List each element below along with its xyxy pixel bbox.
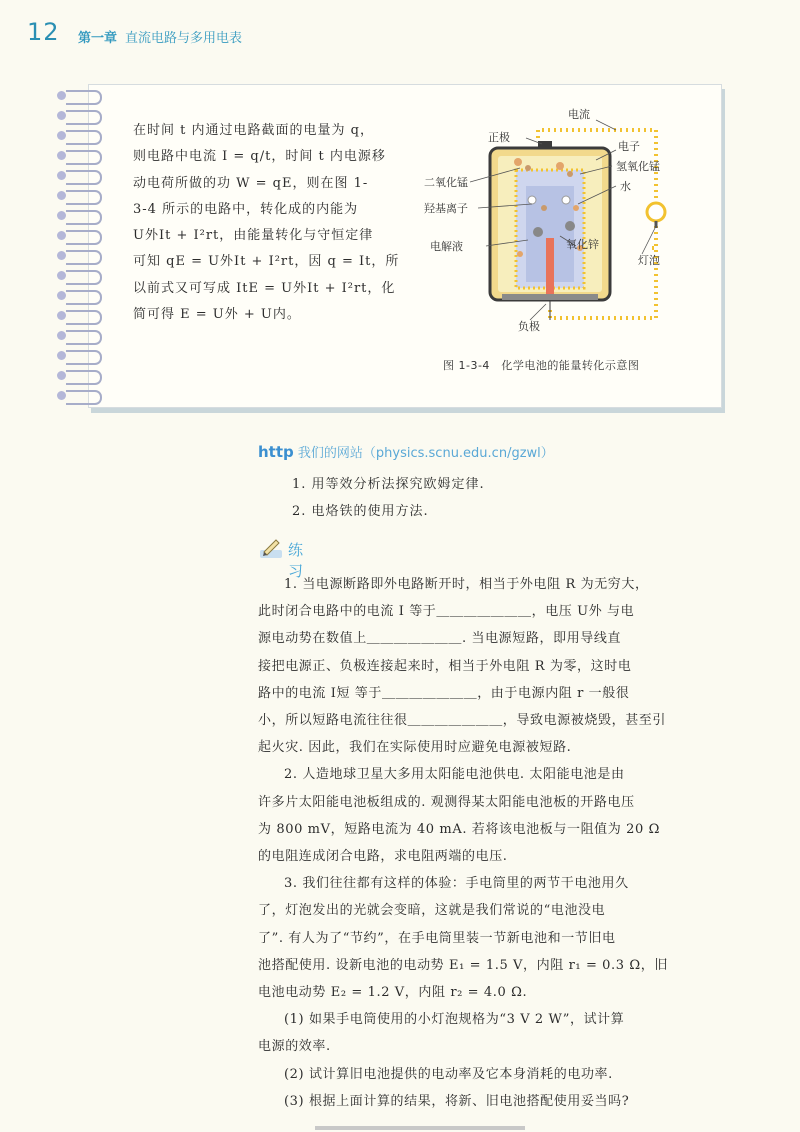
page-header [0,0,800,60]
label-current: 电流 [568,108,590,121]
exercise-line: (2) 试计算旧电池提供的电动率及它本身消耗的电功率. [284,1066,613,1082]
exercise-line: 接把电源正、负极连接起来时，相当于外电阻 R 为零，这时电 [258,658,632,674]
label-bulb: 灯泡 [638,254,660,267]
spiral-ring [66,290,102,305]
exercise-line: 起火灾. 因此，我们在实际使用时应避免电源被短路. [258,740,572,756]
text-line: 动电荷所做的功 W = qE，则在图 1- [133,175,369,191]
label-negative: 负极 [518,320,540,333]
spiral-ring [66,90,102,105]
chapter-title: 直流电路与多用电表 [125,31,243,46]
http-logo: http [258,443,294,461]
text-line: U外It + I²rt，由能量转化与守恒定律 [133,228,374,244]
exercise-line: 为 800 mV，短路电流为 40 mA. 若将该电池板与一阻值为 20 Ω [258,821,660,837]
exercise-line: 3. 我们往往都有这样的体验：手电筒里的两节干电池用久 [284,876,629,892]
exercise-body [258,571,714,1115]
spiral-ring [66,190,102,205]
chapter-label: 第一章 [78,31,118,46]
figure-caption: 图 1-3-4 化学电池的能量转化示意图 [443,359,640,372]
topic-item: 1. 用等效分析法探究欧姆定律. [292,477,485,492]
zinc-rod [546,238,554,294]
exercise-line: 许多片太阳能电池板组成的. 观测得某太阳能电池板的开路电压 [258,794,635,810]
exercise-line: (1) 如果手电筒使用的小灯泡规格为“3 V 2 W”，试计算 [284,1012,625,1028]
exercise-line: 此时闭合电路中的电流 I 等于＿＿＿＿＿＿＿，电压 U外 与电 [258,604,635,620]
exercise-line: 电池电动势 E₂ = 1.2 V，内阻 r₂ = 4.0 Ω. [258,985,528,1001]
exercise-line: 池搭配使用. 设新电池的电动势 E₁ = 1.5 V，内阻 r₁ = 0.3 Ω，旧 [258,957,668,973]
spiral-ring [66,110,102,125]
exercise-line: 了，灯泡发出的光就会变暗，这就是我们常说的“电池没电 [258,903,606,919]
spiral-ring [66,230,102,245]
label-hydroxide: 羟基离子 [424,202,468,215]
text-line: 3-4 所示的电路中，转化成的内能为 [133,201,359,217]
spiral-ring [66,250,102,265]
text-line: 则电路中电流 I = q/t，时间 t 内电源移 [133,149,386,165]
website-line [258,442,554,461]
label-water: 水 [620,180,631,193]
battery-diagram [420,108,700,368]
exercise-line: 了”. 有人为了“节约”，在手电筒里装一节新电池和一节旧电 [258,930,616,946]
exercise-line: 路中的电流 I短 等于＿＿＿＿＿＿＿，由于电源内阻 r 一般很 [258,685,630,701]
spiral-ring [66,170,102,185]
text-line: 在时间 t 内通过电路截面的电量为 q， [133,123,374,138]
exercise-line: (3) 根据上面计算的结果，将新、旧电池搭配使用妥当吗? [284,1093,630,1109]
exercise-line: 电源的效率. [258,1039,331,1055]
spiral-ring [66,130,102,145]
bulb-icon [647,203,665,221]
spiral-ring [66,150,102,165]
label-mno2: 二氧化锰 [424,176,468,189]
spiral-ring [66,310,102,325]
topic-item: 2. 电烙铁的使用方法. [292,504,429,519]
text-line: 可知 qE = U外It + I²rt，因 q = It，所 [133,254,400,270]
text-line: 以前式又可写成 ItE = U外It + I²rt，化 [133,280,396,296]
exercise-line: 源电动势在数值上＿＿＿＿＿＿＿. 当电源短路，即用导线直 [258,631,622,647]
text-line: 简可得 E = U外 + U内。 [133,307,301,323]
spiral-binding [58,88,106,418]
label-zno: 氧化锌 [566,238,599,251]
spiral-ring [66,270,102,285]
exercise-line: 小，所以短路电流往往很＿＿＿＿＿＿＿，导致电源被烧毁，甚至引 [258,713,667,729]
spiral-ring [66,390,102,405]
exercise-title: 练习 [288,541,304,580]
label-electron: 电子 [618,140,640,153]
page-number: 12 [27,18,60,46]
footer-bar [315,1126,525,1130]
pencil-icon [258,536,284,560]
label-positive: 正极 [488,131,510,144]
exercise-line: 1. 当电源断路即外电路断开时，相当于外电阻 R 为无穷大， [284,577,649,592]
spiral-ring [66,350,102,365]
spiral-ring [66,370,102,385]
label-electrolyte: 电解液 [430,240,463,253]
positive-terminal [538,141,552,149]
spiral-ring [66,330,102,345]
exercise-line: 的电阻连成闭合电路，求电阻两端的电压. [258,849,508,865]
exercise-line: 2. 人造地球卫星大多用太阳能电池供电. 太阳能电池是由 [284,767,625,783]
label-mno-oh: 氢氧化锰 [616,160,660,173]
website-link[interactable]: 我们的网站（physics.scnu.edu.cn/gzwl） [297,446,554,461]
energy-explanation [133,118,413,328]
spiral-ring [66,210,102,225]
